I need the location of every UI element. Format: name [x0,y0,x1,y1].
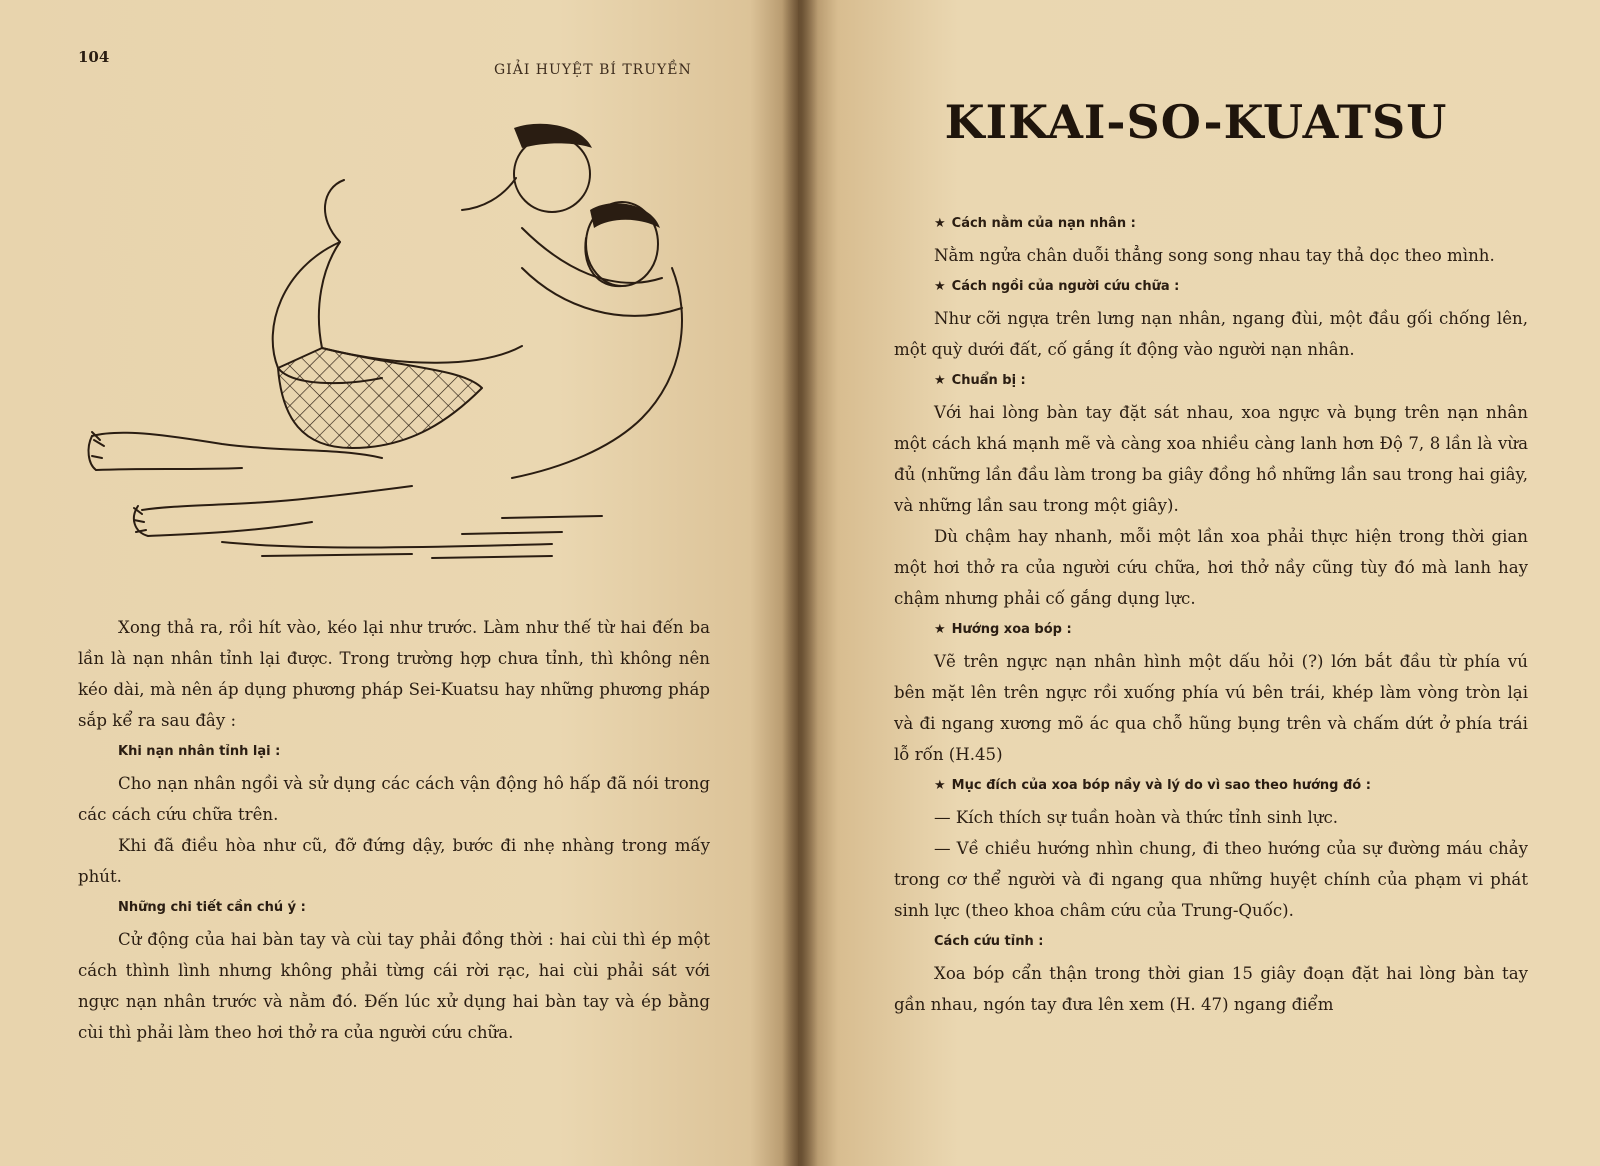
running-head: GIẢI HUYỆT BÍ TRUYỀN [494,62,692,78]
body-paragraph: Cử động của hai bàn tay và cùi tay phải đồng thời : hai cùi thì ép một cách thình lình nhưng không phải từng cái rời rạc, hai cùi phải sát với ngực nạn nhân trước và nằm đó. Đến lúc xử dụng hai bàn tay và ép bằng cùi thì phải làm theo hơi thở ra của người cứu chữa. [78,930,710,1042]
section-heading [894,208,1528,240]
star-icon: ★ [934,778,946,793]
section-heading [894,365,1528,397]
body-paragraph: Vẽ trên ngực nạn nhân hình một dấu hỏi (?) lớn bắt đầu từ phía vú bên mặt lên trên ngực rồi xuống phía vú bên trái, khép làm vòng tròn lại và đi ngang xương mõ ác qua chỗ hũng bụng trên và chấm dứt ở phía trái lỗ rốn (H.45) [894,652,1528,764]
section-heading-label: Cách nằm của nạn nhân : [951,216,1136,231]
body-paragraph: Nằm ngửa chân duỗi thẳng song song nhau tay thả dọc theo mình. [934,246,1495,265]
body-paragraph: Xoa bóp cẩn thận trong thời gian 15 giây đoạn đặt hai lòng bàn tay gần nhau, ngón tay đưa lên xem (H. 47) ngang điểm [894,964,1528,1014]
body-paragraph: Cho nạn nhân ngồi và sử dụng các cách vận động hô hấp đã nói trong các cách cứu chữa trên. [78,774,710,824]
right-page [798,0,1600,1166]
body-paragraph: Như cỡi ngựa trên lưng nạn nhân, ngang đùi, một đầu gối chống lên, một quỳ dưới đất, cố gắng ít động vào người nạn nhân. [894,309,1528,359]
chapter-title: KIKAI-SO-KUATSU [944,95,1448,149]
left-body-text [78,612,710,1048]
section-heading: Những chi tiết cần chú ý : [118,900,306,915]
section-heading [894,770,1528,802]
body-paragraph: Xong thả ra, rồi hít vào, kéo lại như trước. Làm như thế từ hai đến ba lần là nạn nhân tỉnh lại được. Trong trường hợp chưa tỉnh, thì không nên kéo dài, mà nên áp dụng phương pháp Sei-Kuatsu hay những phương pháp sắp kể ra sau đây : [78,618,710,730]
star-icon: ★ [934,373,946,388]
section-heading-label: Mục đích của xoa bóp nầy và lý do vì sao theo hướng đó : [951,778,1371,793]
right-body-text [894,208,1528,1020]
section-heading-label: Hướng xoa bóp : [951,622,1072,637]
body-paragraph: Với hai lòng bàn tay đặt sát nhau, xoa ngực và bụng trên nạn nhân một cách khá mạnh mẽ và càng xoa nhiều càng lanh hơn Độ 7, 8 lần là vừa đủ (những lần đầu làm trong ba giây đồng hồ những lần sau trong hai giây, và những lần sau trong một giây). [894,403,1528,515]
body-paragraph: — Về chiều hướng nhìn chung, đi theo hướng của sự đường máu chảy trong cơ thể người và đi ngang qua những huyệt chính của phạm vi phát sinh lực (theo khoa châm cứu của Trung-Quốc). [894,839,1528,920]
body-paragraph: Dù chậm hay nhanh, mỗi một lần xoa phải thực hiện trong thời gian một hơi thở ra của người cứu chữa, hơi thở nầy cũng tùy đó mà lanh hay chậm nhưng phải cố gắng dụng lực. [894,527,1528,608]
section-heading [894,614,1528,646]
section-heading [894,271,1528,303]
star-icon: ★ [934,279,946,294]
body-paragraph: Khi đã điều hòa như cũ, đỡ đứng dậy, bước đi nhẹ nhàng trong mấy phút. [78,836,710,886]
section-heading-label: Chuẩn bị : [951,373,1026,388]
page-number: 104 [78,48,110,66]
section-heading-label: Cách ngồi của người cứu chữa : [951,279,1180,294]
left-page [0,0,798,1166]
star-icon: ★ [934,622,946,637]
section-heading: Cách cứu tỉnh : [934,934,1044,949]
body-paragraph: — Kích thích sự tuần hoàn và thức tỉnh sinh lực. [934,808,1339,827]
section-heading: Khi nạn nhân tỉnh lại : [118,744,281,759]
rescue-illustration [82,118,722,578]
star-icon: ★ [934,216,946,231]
